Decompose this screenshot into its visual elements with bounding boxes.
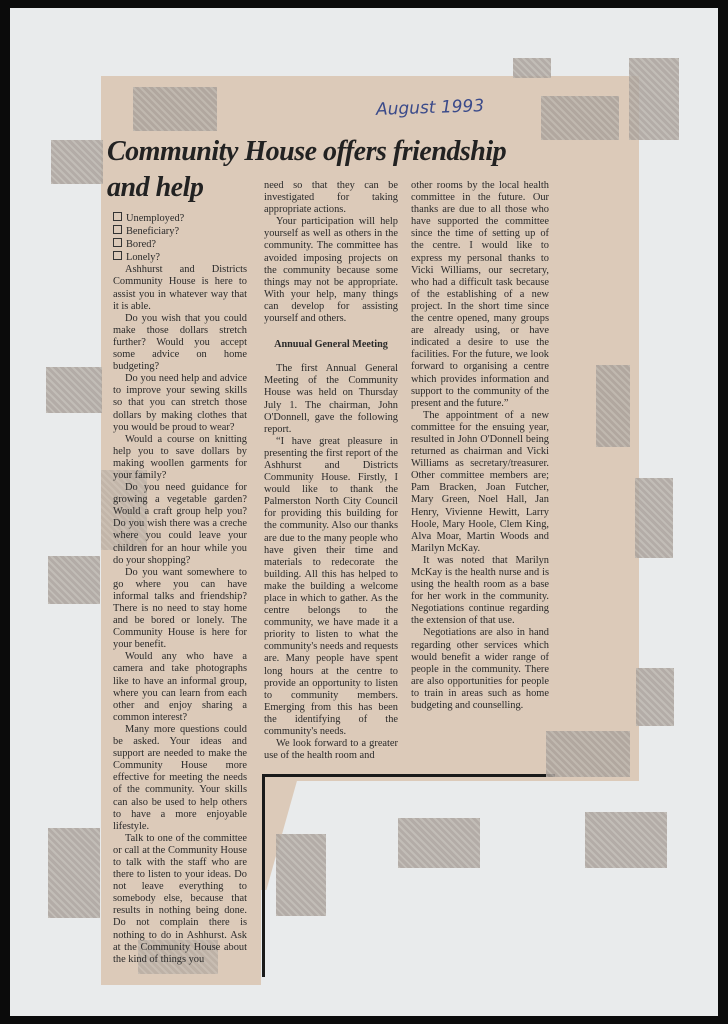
headline-line2: and help [107, 172, 204, 203]
paragraph: other rooms by the local health committee in the future. Our thanks are due to all those who have supported the committee since the time of setting up of the centre. I would like to express my personal thanks to Vicki Williams, our secretary, who had a difficult task because of the establishing of a new project. In the short time since the centre opened, many groups are already using, or have indicated a desire to use the facilities. For the future, we look forward to organising a centre which provides information and support to the community of the present and the future.” [411, 180, 549, 409]
article-column-3 [411, 180, 549, 712]
checklist-item: Lonely? [113, 251, 247, 264]
paragraph: The first Annual General Meeting of the Community House was held on Thursday July 1. The chairman, John O'Donnell, gave the following report. [264, 363, 398, 435]
paragraph: Would any who have a camera and take photographs like to have an informal group, where you can learn from each other and enjoy sharing a common interest? [113, 651, 247, 723]
section-subheading: Annuual General Meeting [274, 339, 388, 351]
tape-piece [546, 731, 630, 777]
paragraph: Many more questions could be asked. Your ideas and support are needed to make the Community House more effective for meeting the needs of the community. Your skills can also be used to help others to have a more enjoyable lifestyle. [113, 723, 247, 832]
tape-piece [276, 834, 326, 916]
tape-piece [398, 818, 480, 868]
tape-piece [46, 367, 102, 413]
article-column-2 [264, 180, 398, 762]
paragraph: Your participation will help yourself as well as others in the community. The committee has avoided imposing projects on the community because some things may not be appropriate. With your help, many things can develop for assisting yourself and others. [264, 216, 398, 325]
paragraph: We look forward to a greater use of the health room and [264, 738, 398, 762]
tape-piece [513, 58, 551, 78]
checklist-item: Unemployed? [113, 212, 247, 225]
paragraph: It was noted that Marilyn McKay is the health nurse and is using the health room as a base for her work in the community. Negotiations continue regarding the extension of that use. [411, 554, 549, 627]
article-column-1 [113, 212, 247, 966]
paragraph: Do you need help and advice to improve your sewing skills so that you can stretch those dollars by making clothes that you would be proud to wear? [113, 373, 247, 433]
tape-piece [133, 87, 217, 131]
tape-piece [48, 556, 100, 604]
paragraph: Do you wish that you could make those dollars stretch further? Would you accept some advice on home budgeting? [113, 312, 247, 373]
paragraph: “I have great pleasure in presenting the first report of the Ashhurst and Districts Community House. Firstly, I would like to thank the Palmerston North City Council for providing this building for the community. Also our thanks are due to the many people who have given their time and materials to redecorate the building. All this has helped to make the building a welcome place in which to gather. As the centre belongs to the community, we have made it a priority to listen to what the community's needs and requests are. Many people have spent long hours at the centre to provide an opportunity to listen to community members. Emerging from this has been the identifying of the community's needs. [264, 435, 398, 738]
paragraph: Talk to one of the committee or call at the Community House to talk with the staff who are there to listen to your ideas. Do not leave everything to somebody else, because that results in nothing being done. Do not complain there is nothing to do in Ashhurst. Ask at the Community House about the kind of things you [113, 832, 247, 965]
tape-piece [51, 140, 103, 184]
checklist-item: Beneficiary? [113, 225, 247, 238]
checklist-item: Bored? [113, 238, 247, 251]
tape-piece [48, 828, 100, 918]
paragraph: Do you need guidance for growing a vegetable garden? Would a craft group help you? Do you wish there was a creche where you could leave your children for an hour while you do your shopping? [113, 482, 247, 566]
tape-piece [585, 812, 667, 868]
tape-piece [596, 365, 630, 447]
paragraph: Do you want somewhere to go where you can have informal talks and friendship? There is no need to stay home and be bored or lonely. The Community House is here for your benefit. [113, 566, 247, 651]
paragraph: need so that they can be investigated for taking appropriate actions. [264, 180, 398, 216]
paragraph: The appointment of a new committee for the ensuing year, resulted in John O'Donnell being returned as chairman and Vicki Williams as secretary/treasurer. Other committee members are; Pam Bracken, Joan Futcher, Mary Green, Noel Hall, Jan Henry, Vivienne Hewitt, Larry Hoole, Mary Hoole, Clem King, Alva Moar, Martin Woods and Marilyn McKay. [411, 409, 549, 554]
handwritten-date: August 1993 [375, 96, 485, 120]
headline-line1: Community House offers friendship [107, 136, 507, 167]
tape-piece [541, 96, 619, 140]
tape-piece [635, 478, 673, 558]
tape-piece [629, 58, 679, 140]
paragraph: Ashhurst and Districts Community House is here to assist you in whatever way that it is able. [113, 264, 247, 312]
paragraph: Negotiations are also in hand regarding other services which would benefit a wider range of people in the community. There are also opportunities for people to train in areas such as home budgeting and counselling. [411, 627, 549, 712]
tape-piece [636, 668, 674, 726]
paragraph: Would a course on knitting help you to save dollars by making woollen garments for your family? [113, 433, 247, 481]
